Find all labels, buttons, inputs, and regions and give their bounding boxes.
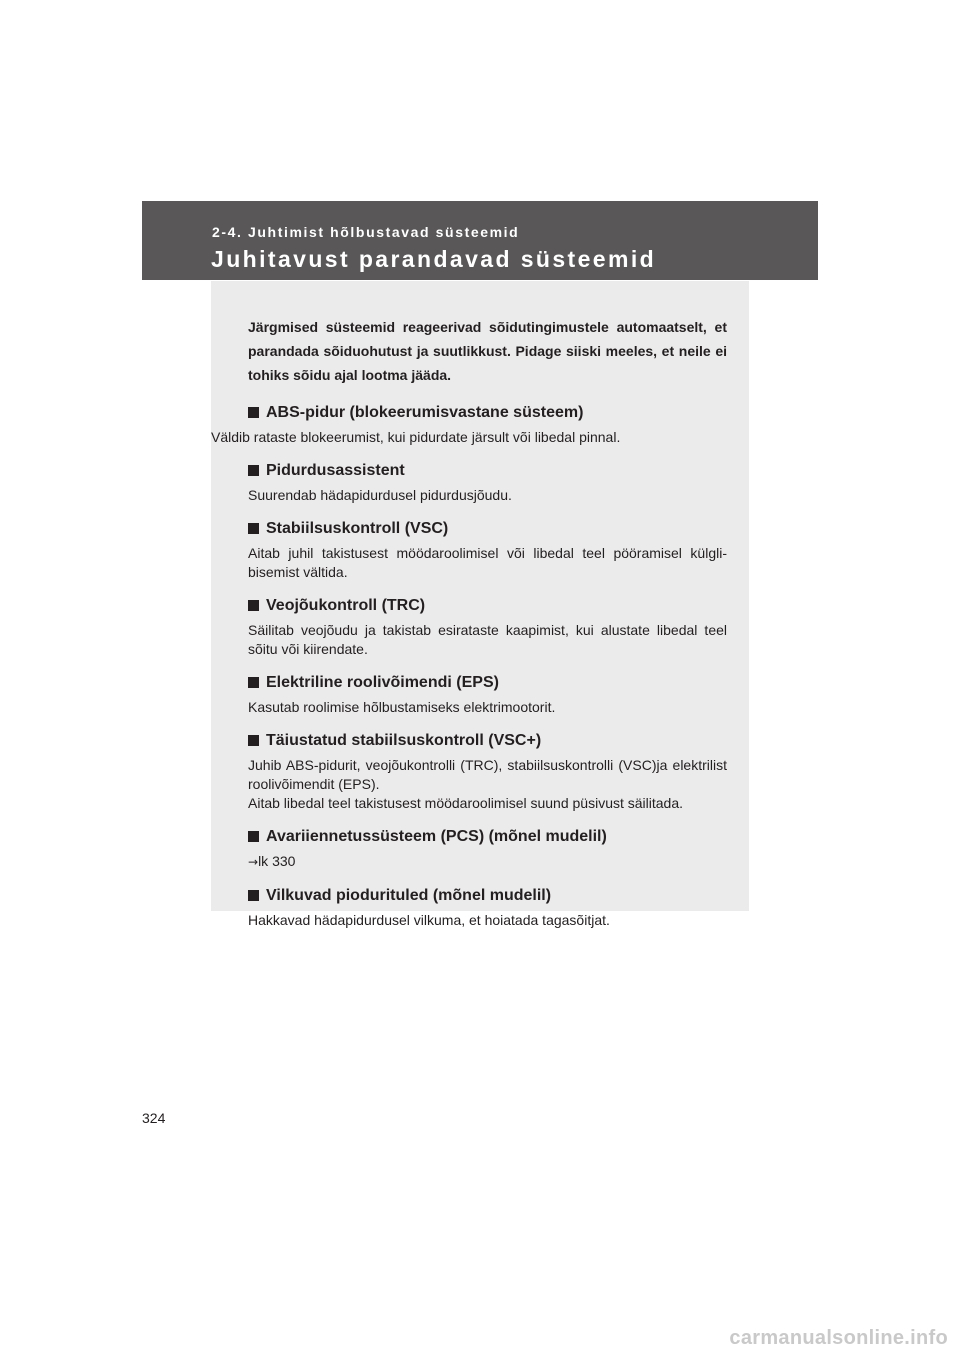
square-bullet-icon — [248, 465, 259, 476]
list-item — [248, 519, 727, 582]
item-heading-text: Pidurdusassistent — [266, 462, 405, 479]
item-heading — [248, 827, 727, 847]
content-box — [211, 281, 749, 928]
watermark: carmanualsonline.info — [729, 1327, 948, 1349]
page-title: Juhitavust parandavad süsteemid — [211, 246, 657, 272]
item-heading-text: Veojõukontroll (TRC) — [266, 597, 426, 614]
item-description: Juhib ABS-pidurit, veojõukontrolli (TRC), stabiilsuskontrolli (VSC)ja elektrilist roolivõimendit (EPS). — [248, 757, 727, 792]
item-heading-text: Vilkuvad piodurituled (mõnel mudelil) — [266, 887, 552, 904]
item-heading — [248, 596, 727, 616]
item-description: Aitab libedal teel takistusest möödaroolimisel suund püsivust säilitada. — [248, 795, 684, 811]
square-bullet-icon — [248, 523, 259, 534]
item-heading — [248, 519, 727, 539]
item-heading-text: Avariiennetussüsteem (PCS) (mõnel mudelil) — [266, 828, 607, 845]
intro-paragraph: Järgmised süsteemid reageerivad sõidutingimustele automaatselt, et parandada sõiduohutust ja suutlikkust. Pidage siiski meeles, et neile ei tohiks sõidu ajal lootma jääda. — [248, 319, 727, 383]
square-bullet-icon — [248, 677, 259, 688]
list-item — [248, 461, 727, 505]
square-bullet-icon — [248, 600, 259, 611]
square-bullet-icon — [248, 735, 259, 746]
item-heading — [248, 673, 727, 693]
item-heading-text: Täiustatud stabiilsuskontroll (VSC+) — [266, 732, 542, 749]
square-bullet-icon — [248, 407, 259, 418]
square-bullet-icon — [248, 831, 259, 842]
list-item — [248, 827, 727, 872]
item-heading — [248, 886, 727, 906]
item-description: Suurendab hädapidurdusel pidurdusjõudu. — [248, 487, 512, 503]
item-heading-text: Stabiilsuskontroll (VSC) — [266, 520, 449, 537]
section-label: 2-4. Juhtimist hõlbustavad süsteemid — [212, 224, 520, 240]
list-item — [248, 596, 727, 659]
item-heading — [248, 461, 727, 481]
list-item — [248, 886, 727, 930]
page-number: 324 — [142, 1110, 166, 1126]
arrow-right-icon: → — [248, 855, 259, 869]
list-item — [211, 403, 727, 447]
item-description: Säilitab veojõudu ja takistab esirataste kaapimist, kui alustate libedal teel sõitu või kiirendate. — [248, 622, 727, 657]
item-heading — [248, 731, 727, 751]
item-heading-text: Elektriline roolivõimendi (EPS) — [266, 674, 499, 691]
list-item — [248, 731, 727, 813]
item-heading-text: ABS-pidur (blokeerumisvastane süsteem) — [266, 404, 584, 421]
page-reference-text: lk 330 — [258, 853, 296, 869]
item-description: Kasutab roolimise hõlbustamiseks elektrimootorit. — [248, 699, 556, 715]
square-bullet-icon — [248, 890, 259, 901]
page-reference[interactable] — [248, 852, 727, 872]
item-description: Väldib rataste blokeerumist, kui pidurdate järsult või libedal pinnal. — [211, 429, 621, 445]
item-description: Hakkavad hädapidurdusel vilkuma, et hoiatada tagasõitjat. — [248, 912, 610, 928]
chapter-header — [142, 201, 818, 280]
item-description: Aitab juhil takistusest möödaroolimisel või libedal teel pööramisel külgli-bisemist vältida. — [248, 545, 727, 580]
item-heading — [248, 403, 727, 423]
list-item — [248, 673, 727, 717]
